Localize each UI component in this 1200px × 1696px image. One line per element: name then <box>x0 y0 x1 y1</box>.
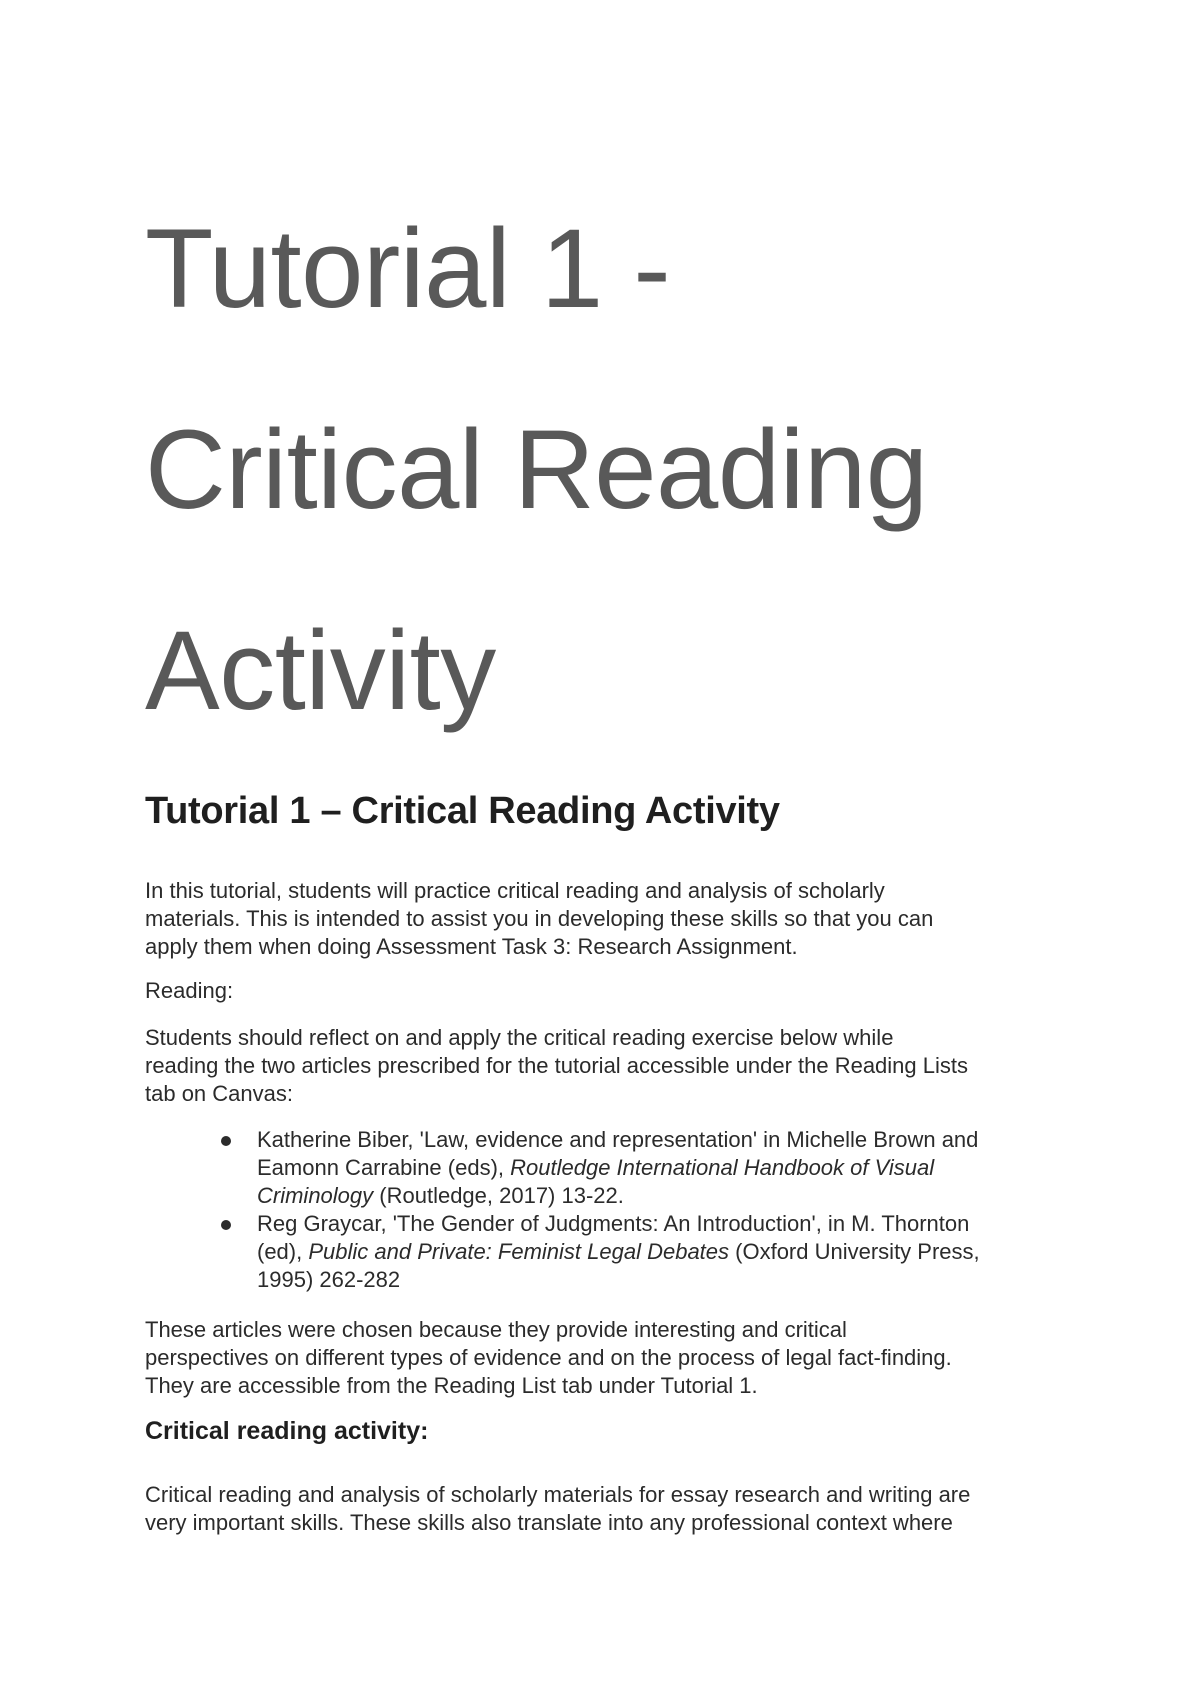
text-line: Students should reflect on and apply the critical reading exercise below while <box>145 1025 894 1050</box>
text-line: tab on Canvas: <box>145 1081 293 1106</box>
reading-list <box>145 1126 1075 1294</box>
text-line: Reg Graycar, 'The Gender of Judgments: An Introduction', in M. Thornton <box>257 1211 970 1236</box>
book-title: Criminology <box>257 1183 374 1208</box>
text-line: apply them when doing Assessment Task 3: Research Assignment. <box>145 934 798 959</box>
text-line: These articles were chosen because they provide interesting and critical <box>145 1317 847 1342</box>
chosen-paragraph <box>145 1316 1075 1400</box>
text-line: reading the two articles prescribed for the tutorial accessible under the Reading Lists <box>145 1053 969 1078</box>
bullet-icon <box>221 1136 231 1146</box>
text-segment: (Oxford University Press, <box>729 1239 980 1264</box>
text-line: materials. This is intended to assist you in developing these skills so that you can <box>145 906 934 931</box>
list-item <box>145 1210 1075 1294</box>
title-line: Critical Reading <box>145 407 928 532</box>
text-line <box>257 1154 1075 1182</box>
text-line: very important skills. These skills also translate into any professional context where <box>145 1510 953 1535</box>
text-line <box>257 1182 1075 1210</box>
text-line <box>257 1238 1075 1266</box>
students-paragraph <box>145 1024 1075 1108</box>
critical-paragraph <box>145 1481 1075 1537</box>
text-segment: (Routledge, 2017) 13-22. <box>373 1183 624 1208</box>
text-segment: (ed), <box>257 1239 309 1264</box>
text-line: perspectives on different types of evidence and on the process of legal fact-finding. <box>145 1345 952 1370</box>
text-line: In this tutorial, students will practice critical reading and analysis of scholarly <box>145 878 885 903</box>
text-line: Critical reading and analysis of scholarly materials for essay research and writing are <box>145 1482 971 1507</box>
book-title: Routledge International Handbook of Visual <box>510 1155 935 1180</box>
text-line: Katherine Biber, 'Law, evidence and representation' in Michelle Brown and <box>257 1127 979 1152</box>
activity-heading: Critical reading activity: <box>145 1417 429 1445</box>
text-line: 1995) 262-282 <box>257 1267 401 1292</box>
document-title <box>145 168 1105 771</box>
intro-paragraph <box>145 877 1075 961</box>
bullet-icon <box>221 1220 231 1230</box>
reading-label: Reading: <box>145 978 234 1003</box>
book-title: Public and Private: Feminist Legal Debates <box>308 1239 730 1264</box>
section-heading: Tutorial 1 – Critical Reading Activity <box>145 790 780 832</box>
title-line: Tutorial 1 - <box>145 206 671 331</box>
text-line: They are accessible from the Reading List tab under Tutorial 1. <box>145 1373 758 1398</box>
text-segment: Eamonn Carrabine (eds), <box>257 1155 511 1180</box>
list-item <box>145 1126 1075 1210</box>
title-line: Activity <box>145 608 496 733</box>
